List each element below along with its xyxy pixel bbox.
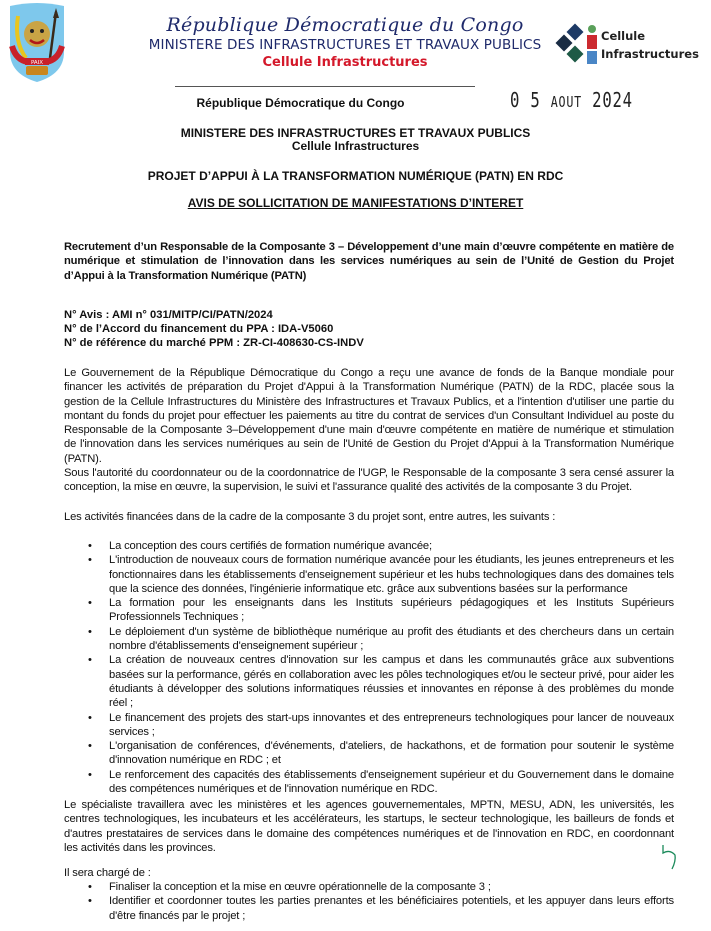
list-item: • Identifier et coordonner toutes les parties prenantes et les bénéficiaires potentiels, et les appuyer dans leurs efforts d'être financés par le projet ; [88,895,674,922]
duties-list [64,880,674,923]
doc-country: République Démocratique du Congo [196,96,405,110]
bullet-icon: • [88,597,92,610]
letterhead [0,0,711,90]
reference-financing-agreement: N° de l’Accord du financement du PPA : IDA-V5060 [64,323,334,335]
coat-motto: PAIX [30,60,44,66]
list-item: • Le renforcement des capacités des établissements d'enseignement supérieur et du Gouvernement dans le domaine des compétences numériques et de l'innovation numérique en RDC. [88,768,674,796]
list-item: • La formation pour les enseignants dans les Instituts supérieurs pédagogiques et les Instituts Supérieurs Professionnels Techniques ; [88,597,674,624]
list-item: • Finaliser la conception et la mise en œuvre opérationnelle de la composante 3 ; [88,881,491,893]
letterhead-divider [175,86,475,87]
cellule-logo [555,23,705,69]
paragraph-duties-intro: Il sera chargé de : [64,867,151,879]
cellule-logo-text [601,27,699,63]
bullet-icon: • [88,554,92,567]
letterhead-center [110,14,580,71]
list-item: • L'organisation de conférences, d'événements, d'ateliers, de hackathons, et de formation pour soutenir le système d'innovation numérique en RDC ; et [88,740,674,767]
list-item: • Le financement des projets des start-ups innovantes et des entrepreneurs technologiques pour lancer de nouveaux services ; [88,711,674,738]
logo-line-1: Cellule [601,29,646,43]
letterhead-cell: Cellule Infrastructures [262,55,428,70]
stamp-month: AOUT [550,93,582,111]
bullet-icon: • [88,881,92,893]
paragraph-activities-intro: Les activités financées dans de la cadre de la composante 3 du projet sont, entre autres, les suivants : [64,511,556,523]
coat-of-arms-icon [6,2,68,84]
bullet-icon: • [88,625,92,638]
handwritten-initial-icon [660,843,680,871]
list-item: • La création de nouveaux centres d'innovation sur les campus et dans les communautés grâce aux subventions basées sur la performance, gérés en collaboration avec les pôles technologiques et/ou le secteur privé, pour aider les étudiants à développer des solutions informatiques réussies et innovantes en réponse à des problèmes du monde réel ; [88,654,674,710]
paragraph-authority: Sous l'autorité du coordonnateur ou de la coordonnatrice de l'UGP, le Responsable de la composante 3 sera censé assurer la conception, la mise en œuvre, la supervision, le suivi et l'assurance qualité des activités de la composante 3 du Projet. [64,467,674,494]
reference-notice-number: N° Avis : AMI n° 031/MITP/CI/PATN/2024 [64,309,273,321]
cellule-logo-icon [555,23,599,69]
bullet-icon: • [88,740,92,753]
bullet-icon: • [88,895,92,908]
list-item: • La conception des cours certifiés de formation numérique avancée; [88,540,432,552]
recruitment-title: Recrutement d’un Responsable de la Composante 3 – Développement d’une main d’œuvre compétente en matière de numérique et stimulation de l’innovation dans les services numériques au sein de l’Unité de Gestion du Projet d’Appui à la Transformation Numérique (PATN) [64,241,674,282]
bullet-icon: • [88,654,92,667]
stamp-year: 2024 [592,88,633,112]
bullet-icon: • [88,540,92,552]
activities-list [64,539,674,796]
project-title: PROJET D’APPUI À LA TRANSFORMATION NUMÉRIQUE (PATN) EN RDC [147,169,564,183]
bullet-icon: • [88,768,92,781]
paragraph-collaboration: Le spécialiste travaillera avec les ministères et les agences gouvernementales, MPTN, MESU, ADN, les universités, les centres technologiques, les incubateurs et les accélérateurs, les startups, le secteur technologique, les bailleurs de fonds et d'autres prestataires de services dans le domaine des compétences numériques et de l'innovation en RDC, en coordonnant les activités dans les provinces. [64,799,674,854]
letterhead-ministry: MINISTERE DES INFRASTRUCTURES ET TRAVAUX PUBLICS [148,37,542,53]
paragraph-context: Le Gouvernement de la République Démocratique du Congo a reçu une avance de fonds de la Banque mondiale pour financer les activités de préparation du Projet d'Appui à la Transformation Numérique (PATN) de la RDC, placée sous la gestion de la Cellule Infrastructures du Ministère des Infrastructures et Travaux Publics, et a l'intention d'utiliser une partie du montant du fonds du projet pour effectuer les paiements au titre du contrat de services d'un Consultant Individuel au poste du Responsable de la Composante 3–Développement d'une main d'œuvre compétente en matière de numérique et stimulation de l'innovation dans les services numériques au sein de l'Unité de Gestion du Projet d'Appui à la Transformation Numérique (PATN). [64,367,674,465]
doc-ministry: MINISTERE DES INFRASTRUCTURES ET TRAVAUX PUBLICS [180,126,531,140]
logo-line-2: Infrastructures [601,47,699,61]
bullet-icon: • [88,711,92,724]
references [64,308,364,350]
letterhead-country: République Démocratique du Congo [166,14,524,36]
list-item: • Le déploiement d'un système de bibliothèque numérique au profit des étudiants et des chercheurs dans un certain nombre d'établissements d'enseignement supérieur ; [88,625,674,653]
doc-cell: Cellule Infrastructures [291,139,420,153]
list-item: • L'introduction de nouveaux cours de formation numérique avancée pour les étudiants, les jeunes entrepreneurs et les fonctionnaires dans les établissements d'enseignement supérieur et les hubs technologiques dans des domaines tels que la science des données, l'ingénierie informatique etc. grâce aux subventions basées sur la performance [88,554,674,595]
stamp-day: 0 5 [510,88,541,112]
notice-title: AVIS DE SOLLICITATION DE MANIFESTATIONS D’INTERET [187,196,524,210]
reference-ppm-number: N° de référence du marché PPM : ZR-CI-408630-CS-INDV [64,337,364,349]
